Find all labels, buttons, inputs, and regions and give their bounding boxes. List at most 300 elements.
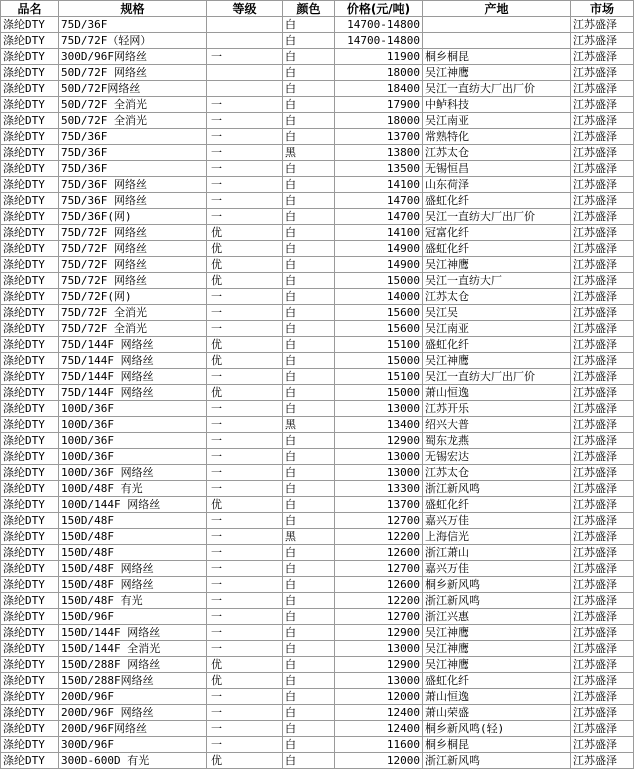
product-name-cell: 涤纶DTY: [1, 289, 59, 305]
origin-cell: 萧山荣盛: [423, 705, 571, 721]
origin-cell: 吴江神鹰: [423, 353, 571, 369]
table-row: [1, 241, 634, 257]
origin-cell: 吴江一直纺大厂出厂价: [423, 369, 571, 385]
table-row: [1, 673, 634, 689]
price-cell: 14700-14800: [335, 33, 423, 49]
table-row: [1, 129, 634, 145]
grade-cell: 一: [207, 641, 283, 657]
table-row: [1, 513, 634, 529]
origin-cell: 吴江神鹰: [423, 657, 571, 673]
origin-cell: 吴江神鹰: [423, 257, 571, 273]
market-cell: 江苏盛泽: [571, 497, 634, 513]
price-cell: 13000: [335, 449, 423, 465]
product-name-cell: 涤纶DTY: [1, 593, 59, 609]
table-row: [1, 33, 634, 49]
table-row: [1, 737, 634, 753]
spec-cell: 75D/36F: [59, 129, 207, 145]
product-name-cell: 涤纶DTY: [1, 433, 59, 449]
price-cell: 13000: [335, 641, 423, 657]
grade-cell: 一: [207, 513, 283, 529]
market-cell: 江苏盛泽: [571, 241, 634, 257]
market-cell: 江苏盛泽: [571, 401, 634, 417]
price-cell: 15100: [335, 369, 423, 385]
color-cell: 白: [283, 433, 335, 449]
price-cell: 14100: [335, 177, 423, 193]
price-cell: 15000: [335, 385, 423, 401]
product-name-cell: 涤纶DTY: [1, 561, 59, 577]
grade-cell: 一: [207, 625, 283, 641]
grade-cell: [207, 65, 283, 81]
spec-cell: 150D/48F 有光: [59, 593, 207, 609]
grade-cell: 一: [207, 161, 283, 177]
grade-cell: 一: [207, 289, 283, 305]
market-cell: 江苏盛泽: [571, 657, 634, 673]
price-cell: 13300: [335, 481, 423, 497]
market-cell: 江苏盛泽: [571, 305, 634, 321]
price-cell: 14700-14800: [335, 17, 423, 33]
grade-cell: 优: [207, 257, 283, 273]
spec-cell: 75D/72F(网): [59, 289, 207, 305]
origin-cell: 江苏太仓: [423, 289, 571, 305]
market-cell: 江苏盛泽: [571, 721, 634, 737]
grade-cell: 一: [207, 737, 283, 753]
product-name-cell: 涤纶DTY: [1, 353, 59, 369]
color-cell: 白: [283, 337, 335, 353]
spec-cell: 75D/72F 网络丝: [59, 257, 207, 273]
price-cell: 12400: [335, 705, 423, 721]
color-cell: 白: [283, 753, 335, 769]
spec-cell: 50D/72F网络丝: [59, 81, 207, 97]
spec-cell: 100D/36F: [59, 433, 207, 449]
market-cell: 江苏盛泽: [571, 113, 634, 129]
grade-cell: 一: [207, 113, 283, 129]
grade-cell: 优: [207, 241, 283, 257]
price-cell: 12700: [335, 609, 423, 625]
market-cell: 江苏盛泽: [571, 561, 634, 577]
market-cell: 江苏盛泽: [571, 273, 634, 289]
market-cell: 江苏盛泽: [571, 129, 634, 145]
table-row: [1, 161, 634, 177]
product-name-cell: 涤纶DTY: [1, 369, 59, 385]
price-cell: 18000: [335, 113, 423, 129]
origin-cell: 吴江神鹰: [423, 625, 571, 641]
color-cell: 白: [283, 673, 335, 689]
product-name-cell: 涤纶DTY: [1, 337, 59, 353]
color-cell: 白: [283, 273, 335, 289]
market-cell: 江苏盛泽: [571, 81, 634, 97]
spec-cell: 75D/72F 全消光: [59, 321, 207, 337]
color-cell: 白: [283, 737, 335, 753]
product-name-cell: 涤纶DTY: [1, 449, 59, 465]
spec-cell: 100D/36F: [59, 449, 207, 465]
spec-cell: 75D/72F 全消光: [59, 305, 207, 321]
market-cell: 江苏盛泽: [571, 753, 634, 769]
table-row: [1, 433, 634, 449]
color-cell: 白: [283, 481, 335, 497]
price-cell: 13000: [335, 673, 423, 689]
grade-cell: 一: [207, 193, 283, 209]
price-cell: 14100: [335, 225, 423, 241]
price-cell: 13700: [335, 497, 423, 513]
grade-cell: 优: [207, 273, 283, 289]
origin-cell: 上海信光: [423, 529, 571, 545]
spec-cell: 300D-600D 有光: [59, 753, 207, 769]
grade-cell: 一: [207, 401, 283, 417]
origin-cell: 桐乡桐昆: [423, 737, 571, 753]
spec-cell: 100D/48F 有光: [59, 481, 207, 497]
origin-cell: 吴江一直纺大厂: [423, 273, 571, 289]
grade-cell: 一: [207, 593, 283, 609]
product-name-cell: 涤纶DTY: [1, 545, 59, 561]
price-cell: 12900: [335, 433, 423, 449]
table-row: [1, 289, 634, 305]
grade-cell: 一: [207, 481, 283, 497]
price-cell: 12600: [335, 545, 423, 561]
product-name-cell: 涤纶DTY: [1, 33, 59, 49]
table-row: [1, 113, 634, 129]
color-cell: 白: [283, 641, 335, 657]
market-cell: 江苏盛泽: [571, 609, 634, 625]
origin-cell: 盛虹化纤: [423, 337, 571, 353]
spec-cell: 100D/36F 网络丝: [59, 465, 207, 481]
table-row: [1, 545, 634, 561]
color-cell: 白: [283, 593, 335, 609]
market-cell: 江苏盛泽: [571, 705, 634, 721]
price-cell: 13700: [335, 129, 423, 145]
color-cell: 白: [283, 577, 335, 593]
price-cell: 18000: [335, 65, 423, 81]
spec-cell: 150D/288F网络丝: [59, 673, 207, 689]
table-row: [1, 337, 634, 353]
header-grade: 等级: [207, 1, 283, 17]
product-name-cell: 涤纶DTY: [1, 673, 59, 689]
color-cell: 白: [283, 49, 335, 65]
origin-cell: 常熟特化: [423, 129, 571, 145]
price-cell: 13500: [335, 161, 423, 177]
spec-cell: 75D/36F 网络丝: [59, 177, 207, 193]
product-name-cell: 涤纶DTY: [1, 609, 59, 625]
table-row: [1, 497, 634, 513]
origin-cell: [423, 33, 571, 49]
market-cell: 江苏盛泽: [571, 529, 634, 545]
origin-cell: 浙江新风鸣: [423, 481, 571, 497]
origin-cell: 萧山恒逸: [423, 385, 571, 401]
price-cell: 14700: [335, 209, 423, 225]
spec-cell: 200D/96F: [59, 689, 207, 705]
color-cell: 白: [283, 385, 335, 401]
spec-cell: 100D/36F: [59, 401, 207, 417]
product-name-cell: 涤纶DTY: [1, 81, 59, 97]
spec-cell: 150D/144F 网络丝: [59, 625, 207, 641]
spec-cell: 50D/72F 网络丝: [59, 65, 207, 81]
market-cell: 江苏盛泽: [571, 369, 634, 385]
table-row: [1, 593, 634, 609]
market-cell: 江苏盛泽: [571, 545, 634, 561]
spec-cell: 150D/288F 网络丝: [59, 657, 207, 673]
color-cell: 白: [283, 161, 335, 177]
spec-cell: 75D/144F 网络丝: [59, 385, 207, 401]
color-cell: 白: [283, 17, 335, 33]
origin-cell: 无锡恒昌: [423, 161, 571, 177]
product-name-cell: 涤纶DTY: [1, 17, 59, 33]
color-cell: 白: [283, 241, 335, 257]
price-cell: 11900: [335, 49, 423, 65]
color-cell: 黑: [283, 529, 335, 545]
color-cell: 白: [283, 209, 335, 225]
grade-cell: 优: [207, 225, 283, 241]
product-name-cell: 涤纶DTY: [1, 305, 59, 321]
spec-cell: 75D/72F 网络丝: [59, 225, 207, 241]
table-row: [1, 353, 634, 369]
grade-cell: 一: [207, 561, 283, 577]
product-name-cell: 涤纶DTY: [1, 161, 59, 177]
origin-cell: 萧山恒逸: [423, 689, 571, 705]
color-cell: 白: [283, 177, 335, 193]
price-cell: 11600: [335, 737, 423, 753]
spec-cell: 100D/36F: [59, 417, 207, 433]
grade-cell: 优: [207, 753, 283, 769]
origin-cell: 吴江吴: [423, 305, 571, 321]
price-cell: 15000: [335, 353, 423, 369]
table-row: [1, 225, 634, 241]
origin-cell: 吴江南亚: [423, 113, 571, 129]
grade-cell: 优: [207, 497, 283, 513]
market-cell: 江苏盛泽: [571, 177, 634, 193]
grade-cell: 一: [207, 49, 283, 65]
color-cell: 白: [283, 369, 335, 385]
market-cell: 江苏盛泽: [571, 49, 634, 65]
table-row: [1, 401, 634, 417]
price-cell: 12700: [335, 513, 423, 529]
header-price: 价格(元/吨): [335, 1, 423, 17]
grade-cell: 一: [207, 577, 283, 593]
price-cell: 17900: [335, 97, 423, 113]
grade-cell: 一: [207, 97, 283, 113]
market-cell: 江苏盛泽: [571, 161, 634, 177]
grade-cell: 一: [207, 705, 283, 721]
spec-cell: 150D/96F: [59, 609, 207, 625]
product-name-cell: 涤纶DTY: [1, 209, 59, 225]
spec-cell: 75D/72F 网络丝: [59, 273, 207, 289]
price-cell: 18400: [335, 81, 423, 97]
spec-cell: 200D/96F 网络丝: [59, 705, 207, 721]
grade-cell: 一: [207, 417, 283, 433]
table-row: [1, 625, 634, 641]
price-cell: 12000: [335, 689, 423, 705]
table-row: [1, 65, 634, 81]
product-name-cell: 涤纶DTY: [1, 417, 59, 433]
color-cell: 白: [283, 657, 335, 673]
price-cell: 12900: [335, 657, 423, 673]
color-cell: 白: [283, 465, 335, 481]
table-row: [1, 657, 634, 673]
price-cell: 13000: [335, 401, 423, 417]
color-cell: 白: [283, 257, 335, 273]
market-cell: 江苏盛泽: [571, 209, 634, 225]
table-row: [1, 81, 634, 97]
price-cell: 15600: [335, 305, 423, 321]
origin-cell: 江苏太仓: [423, 465, 571, 481]
market-cell: 江苏盛泽: [571, 353, 634, 369]
market-cell: 江苏盛泽: [571, 737, 634, 753]
origin-cell: [423, 17, 571, 33]
spec-cell: 50D/72F 全消光: [59, 113, 207, 129]
table-row: [1, 257, 634, 273]
spec-cell: 75D/72F 网络丝: [59, 241, 207, 257]
spec-cell: 100D/144F 网络丝: [59, 497, 207, 513]
spec-cell: 75D/144F 网络丝: [59, 369, 207, 385]
grade-cell: 优: [207, 385, 283, 401]
header-product-name: 品名: [1, 1, 59, 17]
spec-cell: 75D/36F: [59, 17, 207, 33]
color-cell: 白: [283, 689, 335, 705]
spec-cell: 150D/48F: [59, 545, 207, 561]
grade-cell: 一: [207, 177, 283, 193]
origin-cell: 吴江一直纺大厂出厂价: [423, 209, 571, 225]
color-cell: 白: [283, 449, 335, 465]
color-cell: 白: [283, 113, 335, 129]
origin-cell: 江苏太仓: [423, 145, 571, 161]
market-cell: 江苏盛泽: [571, 449, 634, 465]
market-cell: 江苏盛泽: [571, 577, 634, 593]
grade-cell: 一: [207, 145, 283, 161]
color-cell: 白: [283, 193, 335, 209]
table-row: [1, 17, 634, 33]
market-cell: 江苏盛泽: [571, 481, 634, 497]
table-body: [1, 17, 634, 769]
color-cell: 白: [283, 321, 335, 337]
spec-cell: 75D/36F: [59, 161, 207, 177]
product-name-cell: 涤纶DTY: [1, 753, 59, 769]
table-row: [1, 305, 634, 321]
price-cell: 12000: [335, 753, 423, 769]
market-cell: 江苏盛泽: [571, 433, 634, 449]
table-row: [1, 49, 634, 65]
grade-cell: 优: [207, 673, 283, 689]
grade-cell: 一: [207, 529, 283, 545]
table-row: [1, 145, 634, 161]
spec-cell: 150D/144F 全消光: [59, 641, 207, 657]
table-row: [1, 465, 634, 481]
market-cell: 江苏盛泽: [571, 97, 634, 113]
market-cell: 江苏盛泽: [571, 33, 634, 49]
grade-cell: 一: [207, 545, 283, 561]
table-row: [1, 529, 634, 545]
price-cell: 12200: [335, 593, 423, 609]
product-name-cell: 涤纶DTY: [1, 129, 59, 145]
market-cell: 江苏盛泽: [571, 193, 634, 209]
origin-cell: 盛虹化纤: [423, 673, 571, 689]
market-cell: 江苏盛泽: [571, 145, 634, 161]
header-row: [1, 1, 634, 17]
market-cell: 江苏盛泽: [571, 513, 634, 529]
price-cell: 13800: [335, 145, 423, 161]
origin-cell: 吴江南亚: [423, 321, 571, 337]
market-cell: 江苏盛泽: [571, 593, 634, 609]
grade-cell: [207, 81, 283, 97]
color-cell: 白: [283, 497, 335, 513]
market-cell: 江苏盛泽: [571, 417, 634, 433]
table-row: [1, 369, 634, 385]
spec-cell: 150D/48F 网络丝: [59, 561, 207, 577]
origin-cell: 吴江神鹰: [423, 65, 571, 81]
market-cell: 江苏盛泽: [571, 625, 634, 641]
spec-cell: 300D/96F: [59, 737, 207, 753]
header-specification: 规格: [59, 1, 207, 17]
price-cell: 14900: [335, 241, 423, 257]
table-row: [1, 609, 634, 625]
color-cell: 白: [283, 33, 335, 49]
color-cell: 白: [283, 401, 335, 417]
table-row: [1, 97, 634, 113]
origin-cell: 山东荷泽: [423, 177, 571, 193]
product-name-cell: 涤纶DTY: [1, 401, 59, 417]
grade-cell: 一: [207, 465, 283, 481]
price-cell: 15600: [335, 321, 423, 337]
market-cell: 江苏盛泽: [571, 385, 634, 401]
color-cell: 白: [283, 353, 335, 369]
table-row: [1, 385, 634, 401]
price-cell: 14700: [335, 193, 423, 209]
origin-cell: 浙江兴惠: [423, 609, 571, 625]
grade-cell: 一: [207, 321, 283, 337]
color-cell: 白: [283, 305, 335, 321]
product-name-cell: 涤纶DTY: [1, 737, 59, 753]
spec-cell: 75D/144F 网络丝: [59, 337, 207, 353]
origin-cell: 浙江新风鸣: [423, 753, 571, 769]
color-cell: 白: [283, 225, 335, 241]
product-name-cell: 涤纶DTY: [1, 689, 59, 705]
table-row: [1, 177, 634, 193]
table-row: [1, 689, 634, 705]
color-cell: 黑: [283, 417, 335, 433]
grade-cell: [207, 17, 283, 33]
origin-cell: 蜀东龙燕: [423, 433, 571, 449]
color-cell: 白: [283, 545, 335, 561]
price-cell: 13000: [335, 465, 423, 481]
table-row: [1, 449, 634, 465]
product-name-cell: 涤纶DTY: [1, 721, 59, 737]
market-cell: 江苏盛泽: [571, 65, 634, 81]
spec-cell: 75D/144F 网络丝: [59, 353, 207, 369]
price-cell: 15100: [335, 337, 423, 353]
grade-cell: 一: [207, 209, 283, 225]
product-name-cell: 涤纶DTY: [1, 705, 59, 721]
market-cell: 江苏盛泽: [571, 257, 634, 273]
table-row: [1, 273, 634, 289]
grade-cell: 一: [207, 433, 283, 449]
color-cell: 白: [283, 561, 335, 577]
market-cell: 江苏盛泽: [571, 641, 634, 657]
product-name-cell: 涤纶DTY: [1, 257, 59, 273]
grade-cell: 一: [207, 721, 283, 737]
product-name-cell: 涤纶DTY: [1, 97, 59, 113]
origin-cell: 无锡宏达: [423, 449, 571, 465]
product-name-cell: 涤纶DTY: [1, 193, 59, 209]
product-name-cell: 涤纶DTY: [1, 241, 59, 257]
product-name-cell: 涤纶DTY: [1, 321, 59, 337]
market-cell: 江苏盛泽: [571, 689, 634, 705]
origin-cell: 桐乡桐昆: [423, 49, 571, 65]
color-cell: 白: [283, 625, 335, 641]
product-name-cell: 涤纶DTY: [1, 497, 59, 513]
origin-cell: 中鲈科技: [423, 97, 571, 113]
product-name-cell: 涤纶DTY: [1, 113, 59, 129]
color-cell: 白: [283, 65, 335, 81]
market-cell: 江苏盛泽: [571, 337, 634, 353]
grade-cell: 一: [207, 609, 283, 625]
color-cell: 白: [283, 129, 335, 145]
